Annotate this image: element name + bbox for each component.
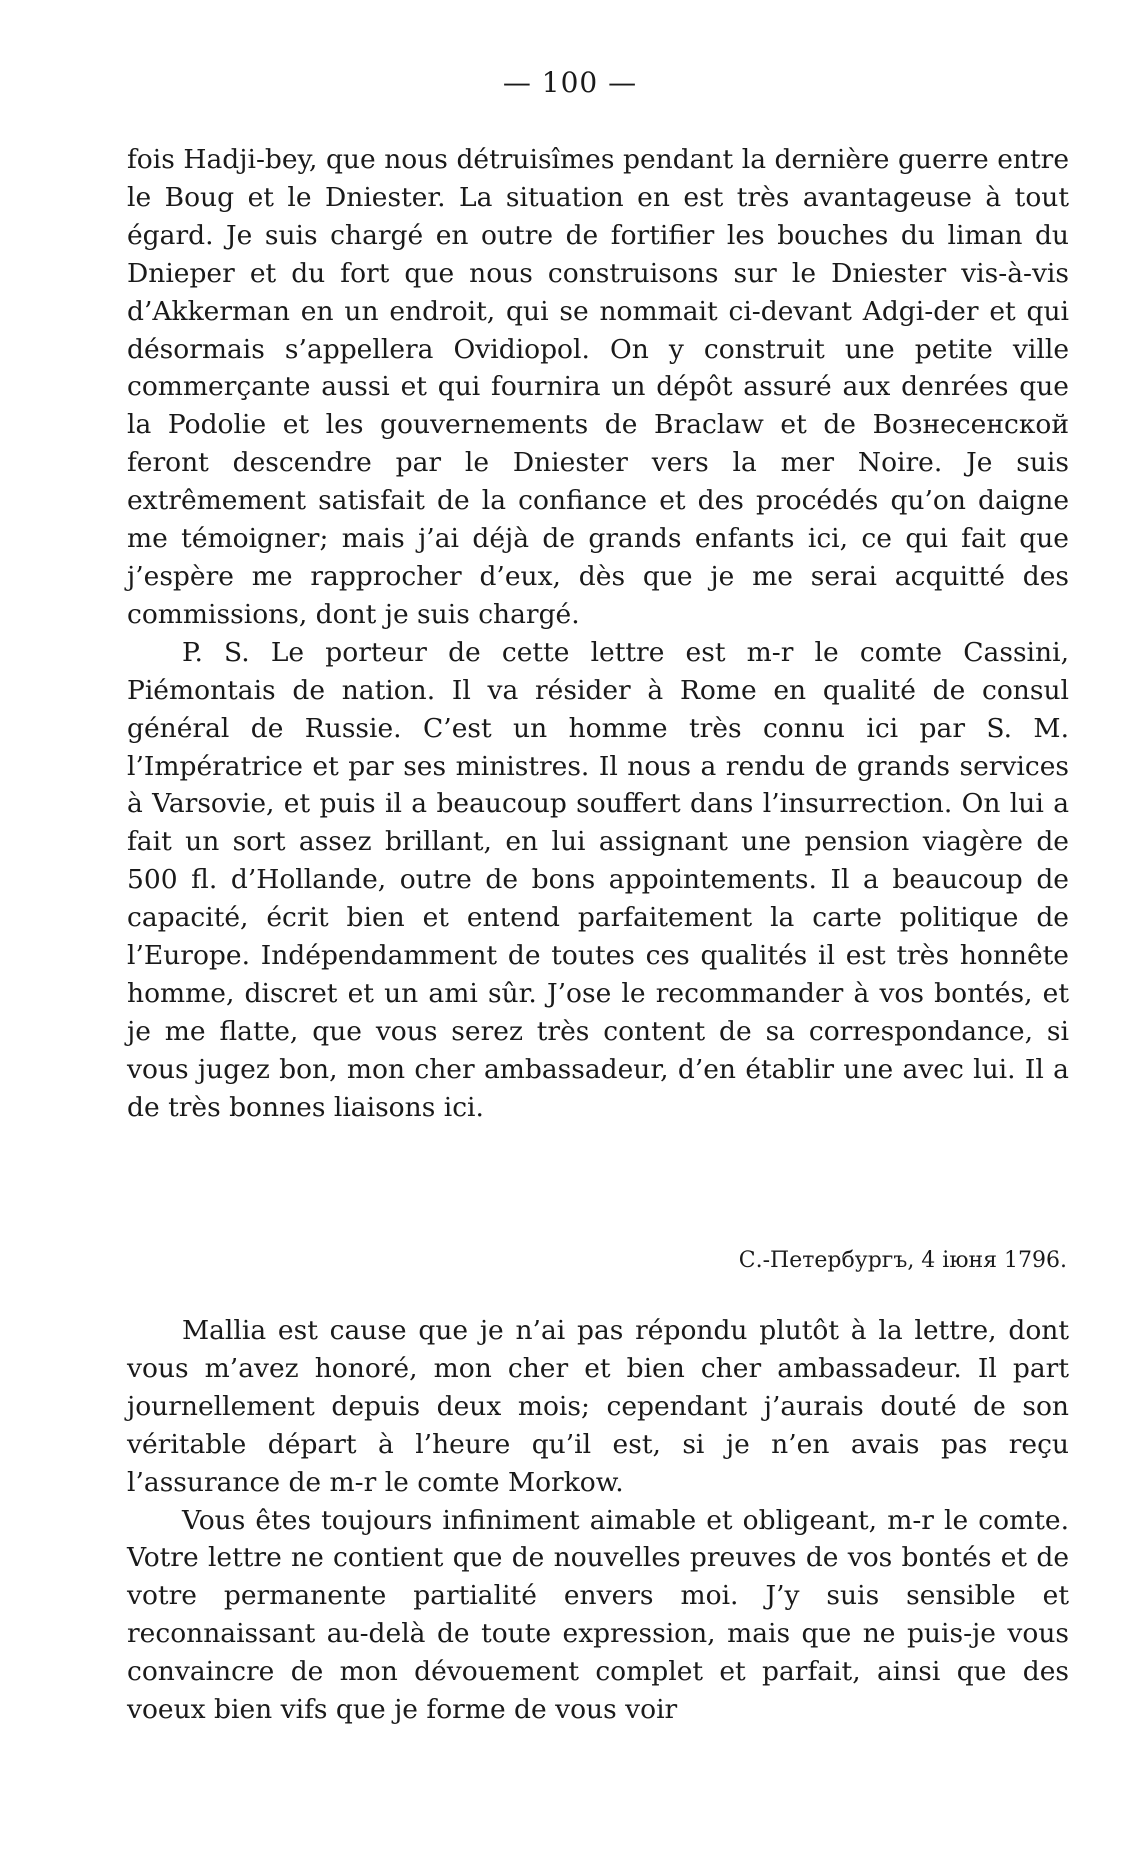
letter-1-postscript: P. S. Le porteur de cette lettre est m-r le comte Cassini, Piémontais de nation. Il va résider à Rome en qualité de consul général de Russie. C’est un homme très connu ici par S. M. l’Impératrice et par ses ministres. Il nous a rendu de grands services à Varsovie, et puis il a beaucoup souffert dans l’insurrection. On lui a fait un sort assez brillant, en lui assignant une pension viagère de 500 fl. d’Hollande, outre de bons appointements. Il a beaucoup de capacité, écrit bien et entend parfaitement la carte politique de l’Europe. Indépendamment de toutes ces qualités il est très honnête homme, discret et un ami sûr. J’ose le recommander à vos bontés, et je me flatte, que vous serez très content de sa correspondance, si vous jugez bon, mon cher ambassadeur, d’en établir une avec lui. Il a de très bonnes liaisons ici. <box>127 636 1069 1123</box>
letter-2-paragraph-2: Vous êtes toujours infiniment aimable et obligeant, m-r le comte. Votre lettre ne contient que de nouvelles preuves de vos bontés et de votre permanente partialité envers moi. J’y suis sensible et reconnaissant au-delà de toute expression, mais que ne puis-je vous convaincre de mon dévouement complet et parfait, ainsi que des voeux bien vifs que je forme de vous voir <box>127 1504 1069 1726</box>
letter-2-paragraph-1: Mallia est cause que je n’ai pas répondu plutôt à la lettre, dont vous m’avez honoré, mon cher et bien cher ambassadeur. Il part journellement depuis deux mois; cependant j’aurais douté de son véritable départ à l’heure qu’il est, si je n’en avais pas reçu l’assurance de m-r le comte Morkow. <box>127 1315 1069 1498</box>
letter-2-dateline: С.-Петербургъ, 4 iюня 1796. <box>738 1248 1067 1273</box>
letter-1-body <box>127 141 1069 1127</box>
letter-1-paragraph-1: fois Hadji-bey, que nous détruisîmes pendant la dernière guerre entre le Boug et le Dniester. La situation en est très avantageuse à tout égard. Je suis chargé en outre de fortifier les bouches du liman du Dnieper et du fort que nous construisons sur le Dniester vis-à-vis d’Akkerman en un endroit, qui se nommait ci-devant Adgi-der et qui désormais s’appellera Ovidiopol. On y construit une petite ville commerçante aussi et qui fournira un dépôt assuré aux denrées que la Podolie et les gouvernements de Braclaw et de Вознесенской feront descendre par le Dniester vers la mer Noire. Je suis extrêmement satisfait de la confiance et des procédés qu’on daigne me témoigner; mais j’ai déjà de grands enfants ici, ce qui fait que j’espère me rapprocher d’eux, dès que je me serai acquitté des commissions, dont je suis chargé. <box>127 144 1069 630</box>
letter-2-body <box>127 1312 1069 1729</box>
page-number: — 100 — <box>502 66 638 99</box>
